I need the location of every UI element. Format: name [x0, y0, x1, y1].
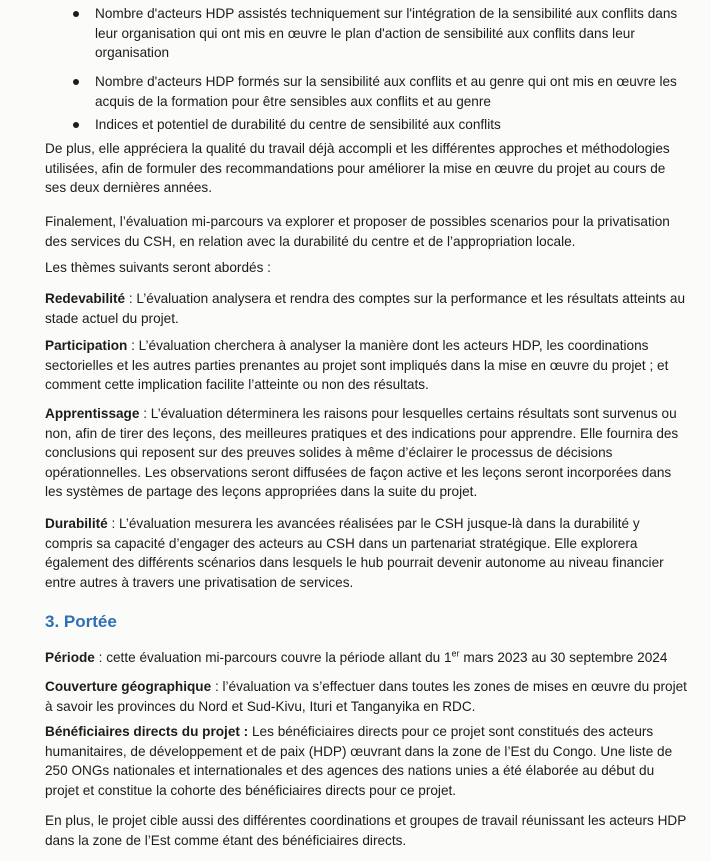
bullet-text: Indices et potentiel de durabilité du centre de sensibilité aux conflits — [95, 117, 501, 132]
periode-text-end: mars 2023 au 30 septembre 2024 — [459, 650, 668, 665]
paragraph-apprentissage — [45, 404, 687, 502]
paragraph-themes-intro: Les thèmes suivants seront abordés : — [45, 260, 271, 275]
bullet-item — [0, 72, 711, 111]
paragraph-couverture — [45, 677, 687, 716]
bullet-item — [0, 115, 711, 135]
periode-text: : cette évaluation mi-parcours couvre la période allant du 1 — [94, 650, 452, 665]
indicator-bullet-list — [0, 4, 711, 135]
bullet-item — [0, 4, 711, 62]
bullet-dot-icon — [73, 79, 79, 85]
paragraph-participation — [45, 336, 687, 395]
periode-label: Période — [45, 650, 95, 665]
durabilite-text: : L’évaluation mesurera les avancées réalisées par le CSH jusque-là dans la durabilité y compris sa capacité d’engager des acteurs au CSH dans un partenariat stratégique. Elle explorera également des différents scénarios dans lesquels le hub pourrait devenir autonome au niveau financier entre autres à travers une privatisation de services. — [45, 516, 664, 590]
paragraph-beneficiaires — [45, 722, 687, 800]
redevabilite-text: : L’évaluation analysera et rendra des comptes sur la performance et les résultats atteints au stade actuel du projet. — [45, 291, 686, 326]
participation-text: : L’évaluation cherchera à analyser la manière dont les acteurs HDP, les coordinations sectorielles et les autres parties prenantes au projet sont impliqués dans la mise en œuvre du projet ; et comment cette implication facilite l’atteinte ou non des résultats. — [45, 338, 669, 392]
couverture-text: : l’évaluation va s’effectuer dans toutes les zones de mises en œuvre du projet à savoir les provinces du Nord et Sud-Kivu, Ituri et Tanganyika en RDC. — [45, 679, 687, 714]
paragraph-privatisation: Finalement, l’évaluation mi-parcours va explorer et proposer de possibles scenarios pour la privatisation des services du CSH, en relation avec la durabilité du centre et de l’appropriation locale. — [45, 214, 670, 249]
paragraph-periode — [45, 648, 687, 668]
paragraph-quality: De plus, elle appréciera la qualité du travail déjà accompli et les différentes approches et méthodologies utilisées, afin de formuler des recommandations pour améliorer la mise en œuvre du projet au cours de ses deux dernières années. — [45, 141, 670, 195]
apprentissage-label: Apprentissage — [45, 406, 140, 421]
redevabilite-label: Redevabilité — [45, 291, 126, 306]
section-heading-portee: 3. Portée — [45, 612, 117, 631]
bullet-text: Nombre d'acteurs HDP assistés techniquement sur l'intégration de la sensibilité aux conflits dans leur organisation qui ont mis en œuvre le plan d'action de sensibilité aux conflits dans leur organisation — [95, 6, 678, 60]
apprentissage-text: : L’évaluation déterminera les raisons pour lesquelles certains résultats sont survenus ou non, afin de tirer des leçons, des meilleures pratiques et des indications pour apprendre. Elle fournira des conclusions qui reposent sur des preuves solides à même d’éclairer le processus de décisions opérationnelles. Les observations seront diffusées de façon active et les leçons seront incorporées dans les systèmes de partage des leçons appropriées dans la suite du projet. — [45, 406, 679, 499]
paragraph-redevabilite — [45, 289, 687, 328]
periode-superscript: er — [451, 648, 460, 659]
paragraph-durabilite — [45, 514, 687, 592]
beneficiaires-text: Les bénéficiaires directs pour ce projet sont constitués des acteurs humanitaires, de développement et de paix (HDP) œuvrant dans la zone de l’Est du Congo. Une liste de 250 ONGs nationales et internationales et des agences des nations unies a été élaborée au début du projet et constitue la cohorte des bénéficiaires directs pour ce projet. — [45, 724, 673, 798]
durabilite-label: Durabilité — [45, 516, 108, 531]
couverture-label: Couverture géographique — [45, 679, 212, 694]
participation-label: Participation — [45, 338, 128, 353]
beneficiaires-label: Bénéficiaires directs du projet : — [45, 724, 249, 739]
bullet-dot-icon — [73, 122, 79, 128]
bullet-dot-icon — [73, 11, 79, 17]
paragraph-en-plus: En plus, le projet cible aussi des différentes coordinations et groupes de travail réunissant les acteurs HDP dans la zone de l’Est comme étant des bénéficiaires directs. — [45, 813, 687, 848]
bullet-text: Nombre d'acteurs HDP formés sur la sensibilité aux conflits et au genre qui ont mis en œuvre les acquis de la formation pour être sensibles aux conflits et au genre — [95, 74, 677, 109]
